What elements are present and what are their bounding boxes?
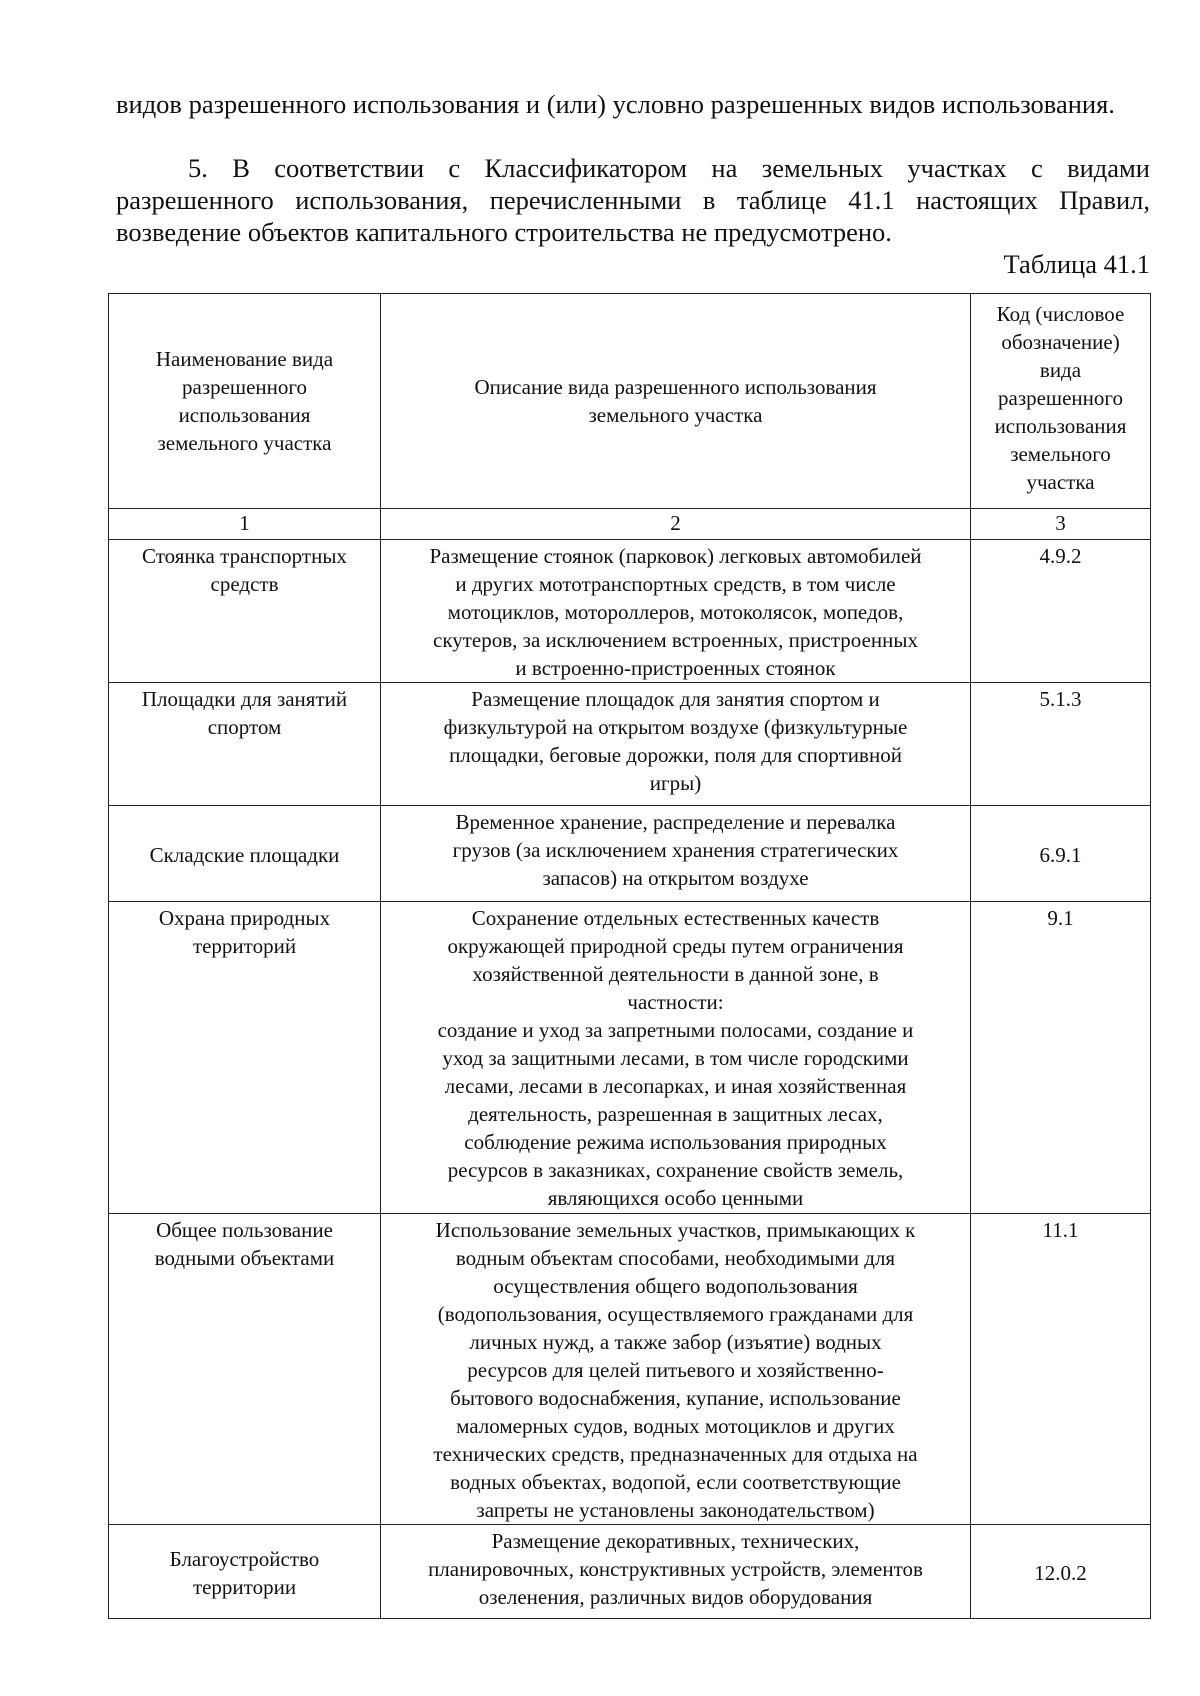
table-row [109, 1214, 1151, 1525]
cell-code: 9.1 [971, 902, 1151, 1214]
cell-description: Размещение стоянок (парковок) легковых автомобилей и других мототранспортных средств, в том числе мотоциклов, мотороллеров, мотоколясок, мопедов, скутеров, за исключением встроенных, пристроенных и встроенно-пристроенных стоянок [381, 540, 971, 683]
cell-description: Временное хранение, распределение и перевалка грузов (за исключением хранения стратегических запасов) на открытом воздухе [381, 806, 971, 902]
cell-description: Использование земельных участков, примыкающих к водным объектам способами, необходимыми для осуществления общего водопользования (водопользования, осуществляемого гражданами для личных нужд, а также забор (изъятие) водных ресурсов для целей питьевого и хозяйственно- бытового водоснабжения, купание, использование маломерных судов, водных мотоциклов и других технических средств, предназначенных для отдыха на водных объектах, водопой, если соответствующие запреты не установлены законодательством) [381, 1214, 971, 1525]
cell-code: 6.9.1 [971, 806, 1151, 902]
header-cell-name: Наименование вида разрешенного использования земельного участка [109, 294, 381, 509]
paragraph-continuation: видов разрешенного использования и (или) условно разрешенных видов использования. [116, 89, 1115, 119]
column-number-row [109, 509, 1151, 540]
table-row [109, 540, 1151, 683]
header-cell-code: Код (числовое обозначение) вида разрешенного использования земельного участка [971, 294, 1151, 509]
cell-description: Размещение площадок для занятия спортом и физкультурой на открытом воздухе (физкультурные площадки, беговые дорожки, поля для спортивной игры) [381, 683, 971, 806]
cell-name: Общее пользование водными объектами [109, 1214, 381, 1525]
column-number-cell: 2 [381, 509, 971, 540]
land-use-table [108, 293, 1151, 1619]
cell-name: Площадки для занятий спортом [109, 683, 381, 806]
cell-code: 12.0.2 [971, 1525, 1151, 1619]
table-row [109, 806, 1151, 902]
cell-code: 11.1 [971, 1214, 1151, 1525]
column-number-cell: 3 [971, 509, 1151, 540]
cell-name: Складские площадки [109, 806, 381, 902]
table-row [109, 683, 1151, 806]
table-row [109, 1525, 1151, 1619]
table-caption: Таблица 41.1 [1003, 249, 1150, 279]
header-cell-description: Описание вида разрешенного использования земельного участка [381, 294, 971, 509]
cell-code: 4.9.2 [971, 540, 1151, 683]
cell-code: 5.1.3 [971, 683, 1151, 806]
cell-description: Сохранение отдельных естественных качеств окружающей природной среды путем ограничения хозяйственной деятельности в данной зоне, в частности: создание и уход за запретными полосами, создание и уход за защитными лесами, в том числе городскими лесами, лесами в лесопарках, и иная хозяйственная деятельность, разрешенная в защитных лесах, соблюдение режима использования природных ресурсов в заказниках, сохранение свойств земель, являющихся особо ценными [381, 902, 971, 1214]
cell-name: Благоустройство территории [109, 1525, 381, 1619]
cell-description: Размещение декоративных, технических, планировочных, конструктивных устройств, элементов озеленения, различных видов оборудования [381, 1525, 971, 1619]
table-row [109, 902, 1151, 1214]
cell-name: Охрана природных территорий [109, 902, 381, 1214]
paragraph-item-5: 5. В соответствии с Классификатором на земельных участках с видами разрешенного использования, перечисленными в таблице 41.1 настоящих Правил, возведение объектов капитального строительства не предусмотрено. [116, 153, 1150, 247]
column-number-cell: 1 [109, 509, 381, 540]
cell-name: Стоянка транспортных средств [109, 540, 381, 683]
table-header-row [109, 294, 1151, 509]
